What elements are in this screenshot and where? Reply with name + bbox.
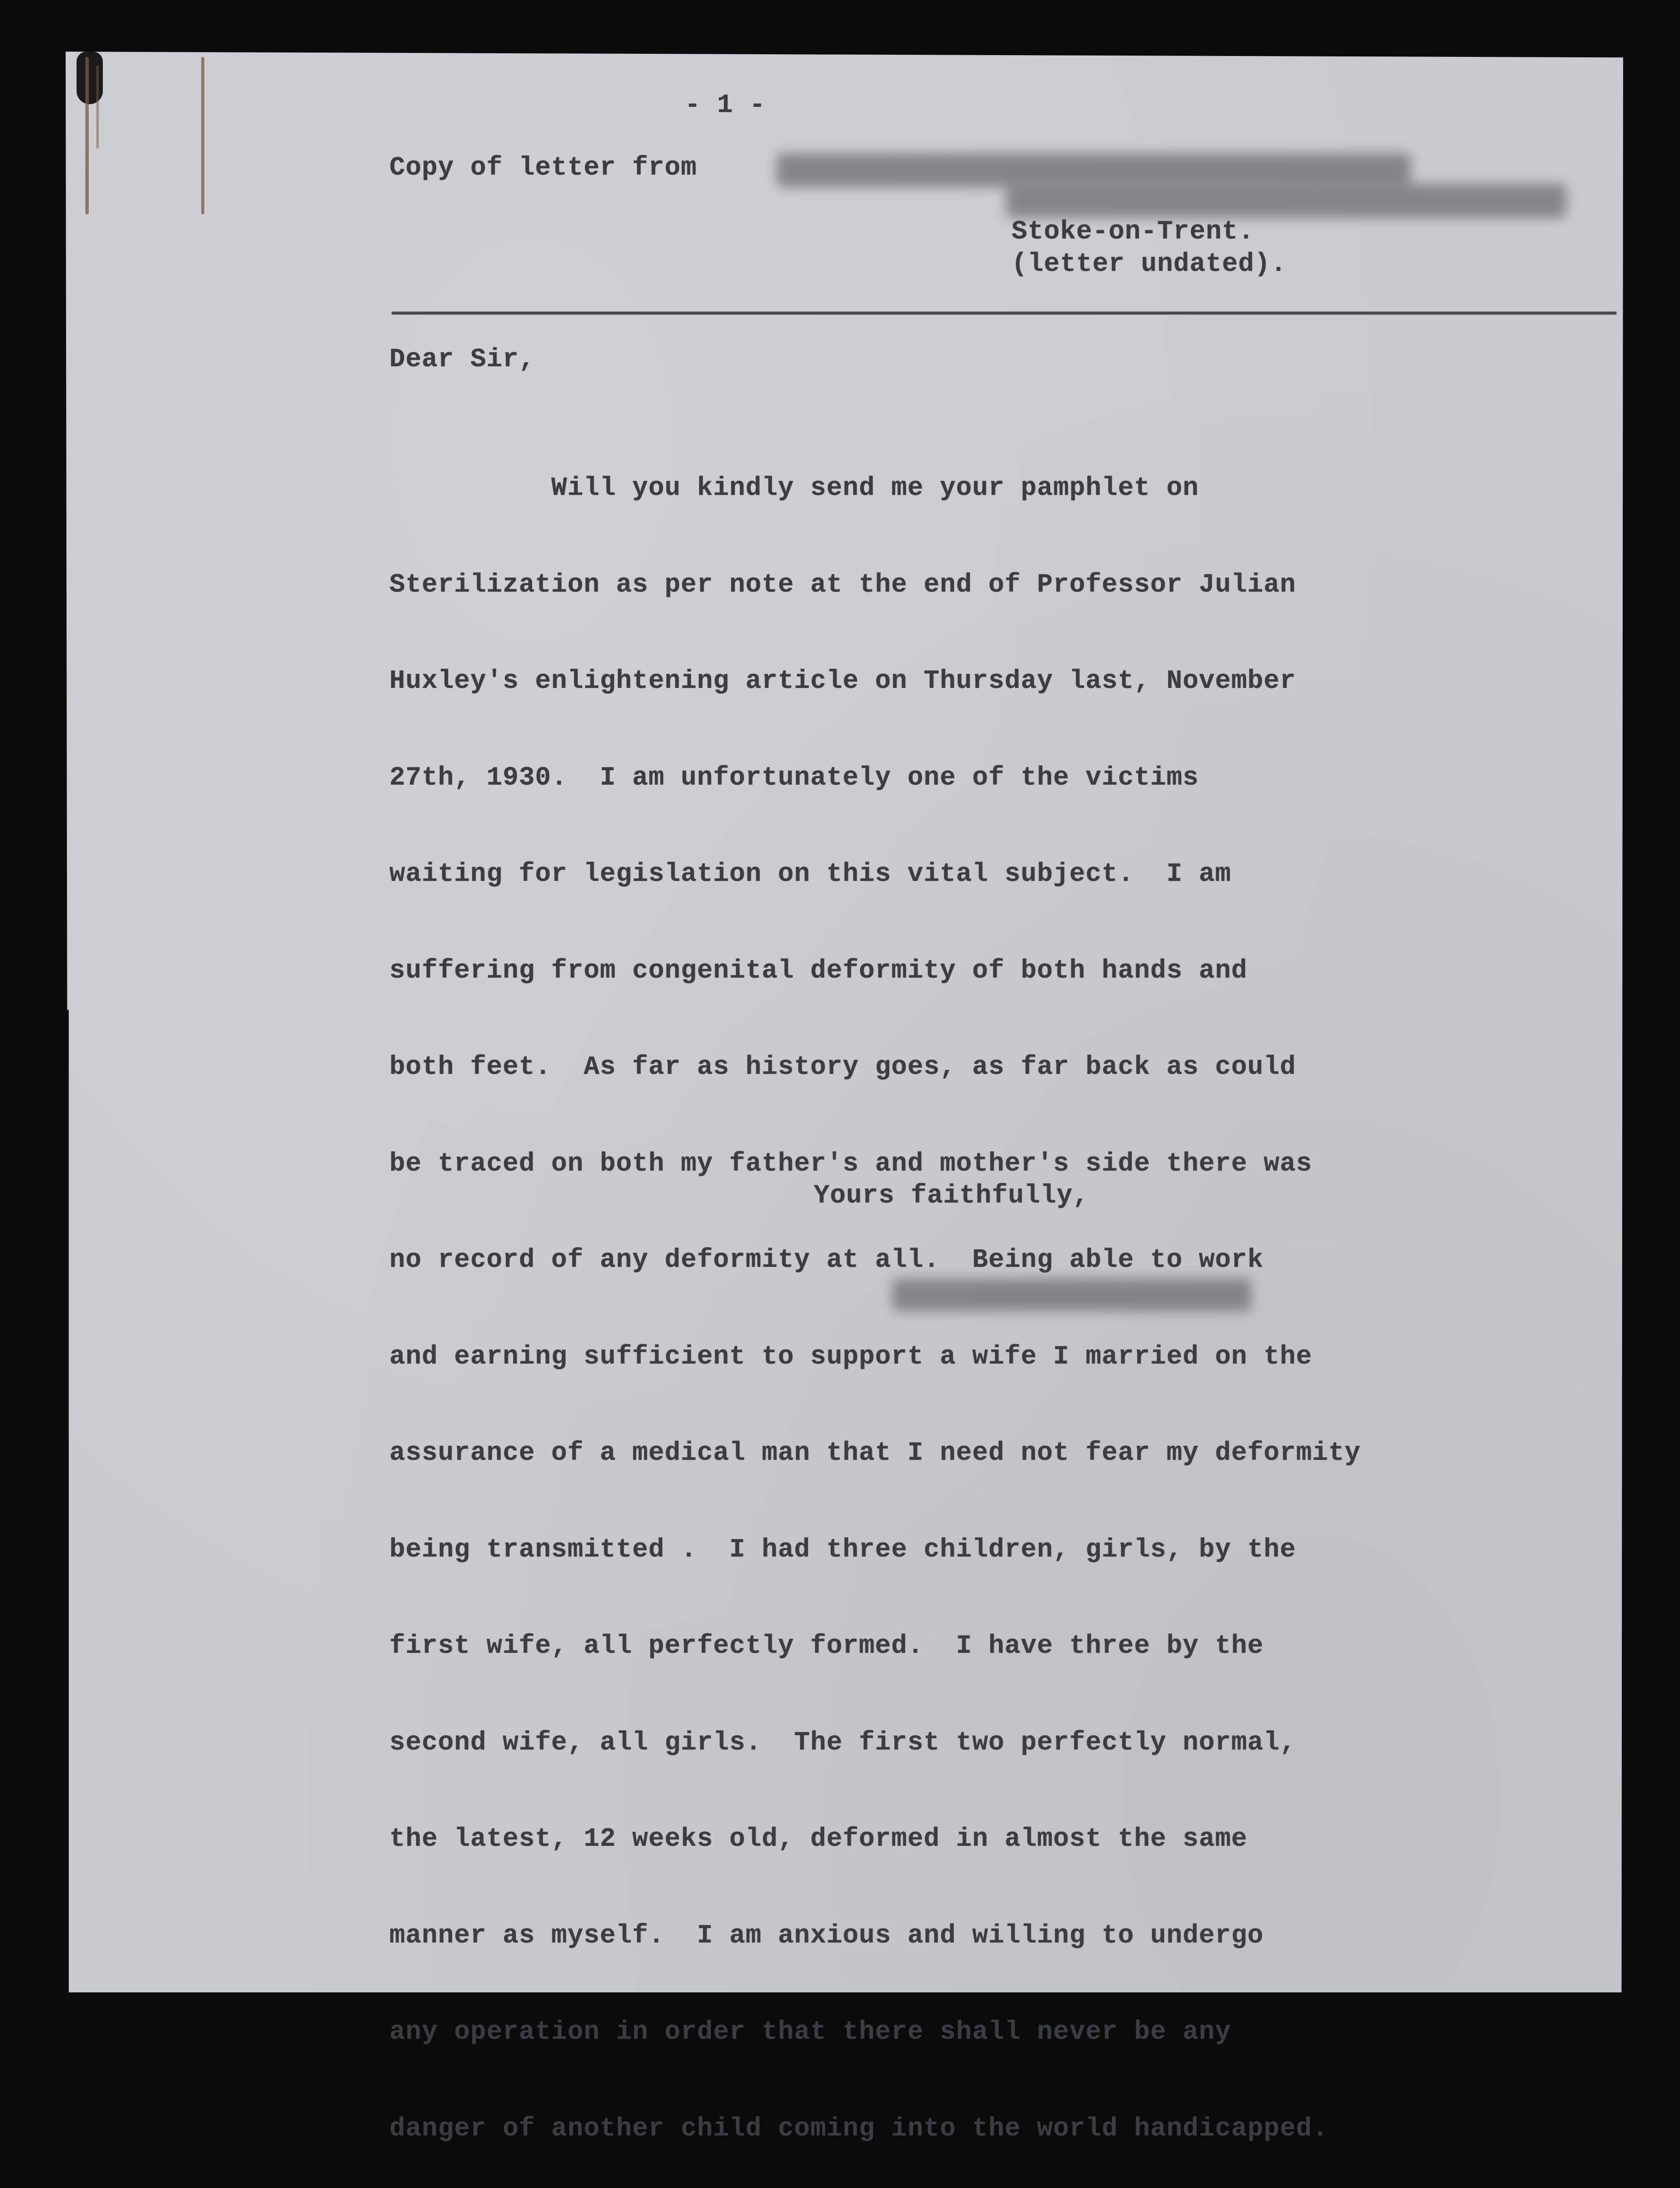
- body-line: second wife, all girls. The first two perfectly normal,: [389, 1728, 1296, 1758]
- salutation: Dear Sir,: [389, 345, 536, 375]
- page-number: - 1 -: [685, 91, 766, 120]
- address-note: (letter undated).: [1012, 249, 1287, 279]
- rust-mark: [201, 57, 204, 214]
- address-line: Stoke-on-Trent.: [1012, 217, 1255, 247]
- redacted-sender-address: [1006, 184, 1566, 218]
- ink-blot: [77, 52, 103, 104]
- redacted-sender-name: [777, 153, 1411, 187]
- body-line: Huxley's enlightening article on Thursday last, November: [389, 666, 1296, 696]
- body-line: no record of any deformity at all. Being able to work: [389, 1245, 1264, 1275]
- body-line: assurance of a medical man that I need not fear my deformity: [389, 1438, 1361, 1468]
- body-line: 27th, 1930. I am unfortunately one of the victims: [389, 763, 1199, 793]
- body-line: manner as myself. I am anxious and willing to undergo: [389, 1921, 1264, 1951]
- body-line: and earning sufficient to support a wife I married on the: [389, 1342, 1312, 1372]
- body-line: danger of another child coming into the world handicapped.: [389, 2114, 1329, 2144]
- body-line: waiting for legislation on this vital subject. I am: [389, 859, 1232, 889]
- rust-mark: [96, 66, 99, 149]
- body-line: any operation in order that there shall never be any: [389, 2017, 1232, 2047]
- body-line: the latest, 12 weeks old, deformed in almost the same: [389, 1824, 1248, 1854]
- divider-rule: [392, 312, 1617, 315]
- body-line: be traced on both my father's and mother's side there was: [389, 1149, 1312, 1179]
- body-line: Sterilization as per note at the end of Professor Julian: [389, 570, 1296, 600]
- closing: Yours faithfully,: [814, 1181, 1089, 1211]
- body-line: being transmitted . I had three children, girls, by the: [389, 1535, 1296, 1565]
- rust-mark: [85, 57, 89, 214]
- redacted-signature: [892, 1279, 1251, 1311]
- copy-label: Copy of letter from: [389, 153, 697, 183]
- body-line: both feet. As far as history goes, as far back as could: [389, 1052, 1296, 1082]
- body-line: first wife, all perfectly formed. I have three by the: [389, 1631, 1264, 1661]
- body-line: suffering from congenital deformity of both hands and: [389, 956, 1248, 986]
- body-line: Will you kindly send me your pamphlet on: [389, 473, 1199, 503]
